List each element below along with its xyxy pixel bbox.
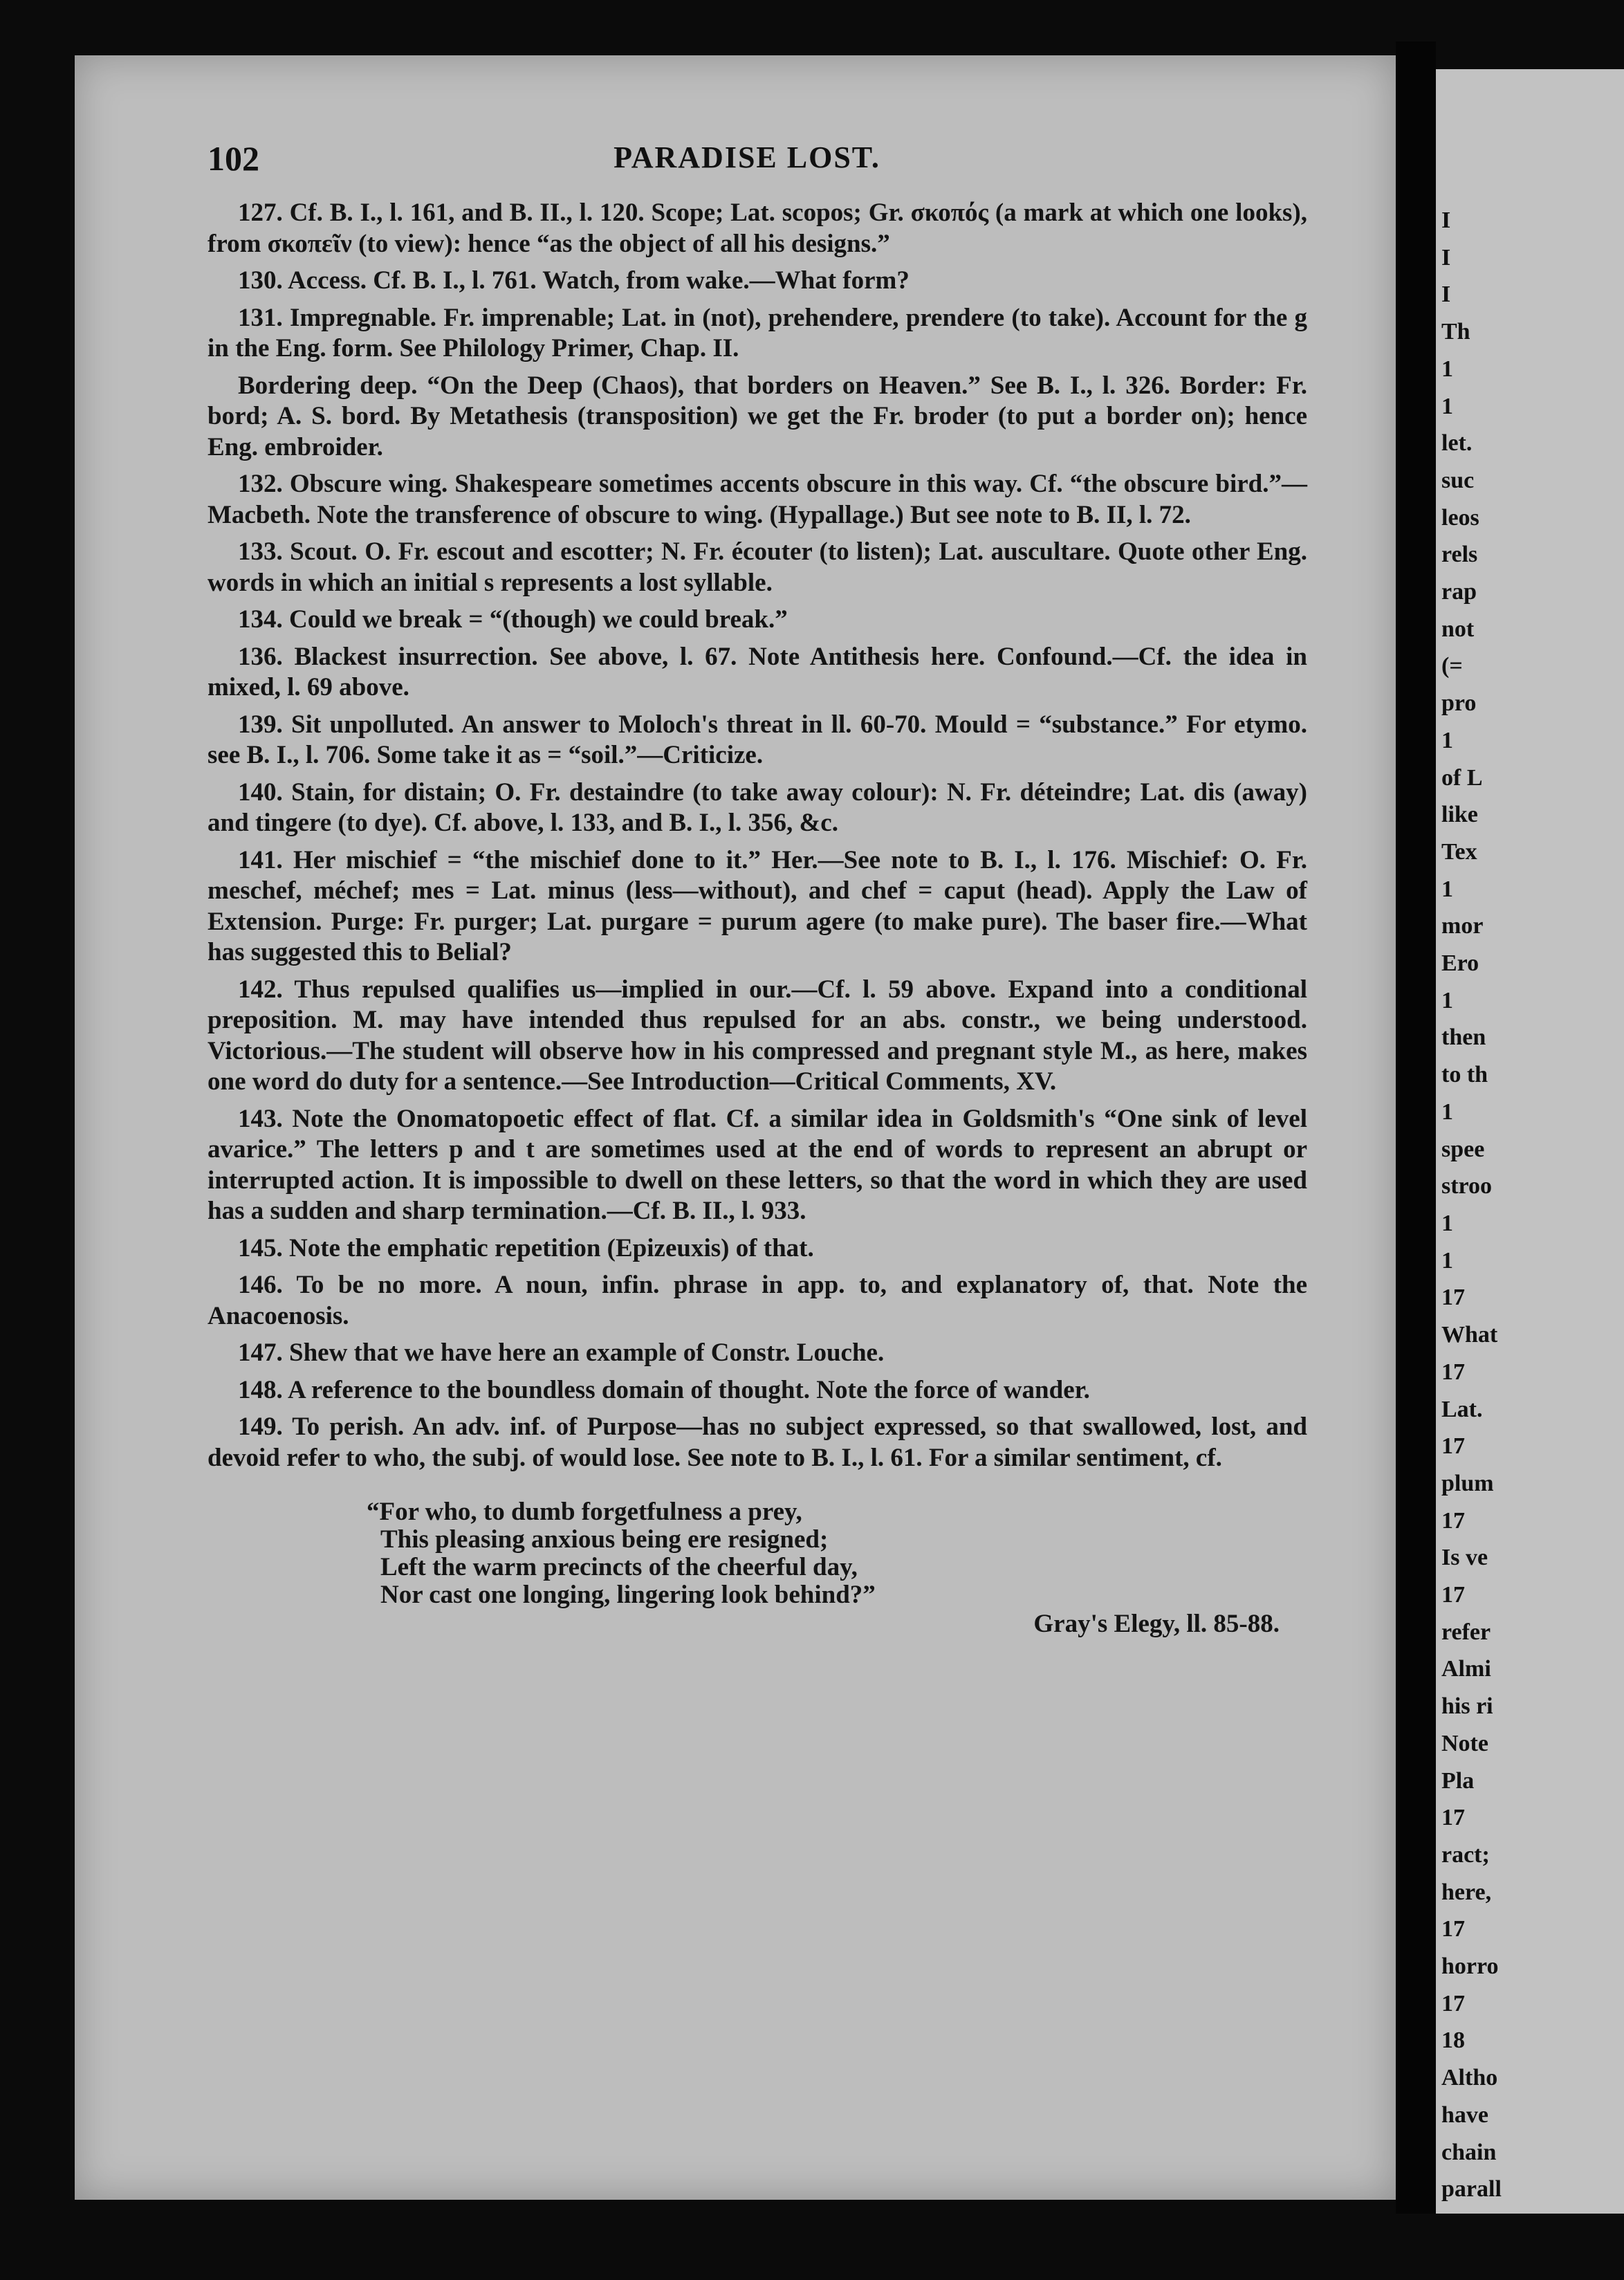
next-page-fragment: 1 [1441, 1247, 1453, 1274]
book-gutter [1396, 42, 1436, 2214]
next-page-fragment: then [1441, 1024, 1486, 1051]
next-page-fragment: refer [1441, 1619, 1491, 1645]
next-page-fragment: spee [1441, 1136, 1485, 1162]
next-page-fragment: horro [1441, 1953, 1499, 1980]
page-header [207, 138, 1286, 180]
next-page-fragment: stroo [1441, 1173, 1493, 1199]
next-page-fragment: 17 [1441, 1990, 1465, 2016]
next-page-fragment: pro [1441, 690, 1477, 717]
next-page-fragment: 17 [1441, 1916, 1465, 1942]
note-143: 143. Note the Onomatopoetic effect of flat. Cf. a similar idea in Goldsmith's “One sink of level avarice.” The letters p and t are sometimes used at the end of words to represent an abrupt or interrupted action. It is impossible to dwell on these letters, so that the word in which they are used has a sudden and sharp termination.—Cf. B. II., l. 933. [207, 1104, 1307, 1225]
next-page-fragment: I [1441, 282, 1451, 308]
next-page-fragment: 1 [1441, 727, 1453, 753]
next-page-fragment: Tex [1441, 838, 1477, 865]
next-page-fragment: suc [1441, 467, 1475, 493]
next-page-fragment: ract; [1441, 1841, 1490, 1868]
next-page-fragment: not [1441, 616, 1475, 642]
next-page-fragment: parall [1441, 2176, 1502, 2203]
next-page-fragment: let. [1441, 430, 1473, 457]
note-136: 136. Blackest insurrection. See above, l. 67. Note Antithesis here. Confound.—Cf. the idea in mixed, l. 69 above. [207, 642, 1307, 701]
next-page-fragment: rels [1441, 542, 1478, 568]
next-page-fragment: plum [1441, 1470, 1494, 1496]
note-147: 147. Shew that we have here an example of Constr. Louche. [238, 1339, 885, 1367]
note-139: 139. Sit unpolluted. An answer to Moloch's threat in ll. 60-70. Mould = “substance.” For etymo. see B. I., l. 706. Some take it as = “soil.”—Criticize. [207, 710, 1307, 769]
running-title: PARADISE LOST. [613, 140, 880, 174]
note-149: 149. To perish. An adv. inf. of Purpose—has no subject expressed, so that swallowed, lost, and devoid refer to who, the subj. of would lose. See note to B. I., l. 61. For a similar sentiment, cf. [207, 1413, 1307, 1472]
note-130: 130. Access. Cf. B. I., l. 761. Watch, from wake.—What form? [238, 266, 910, 295]
next-page-fragment: 17 [1441, 1507, 1465, 1534]
next-page-fragment: Almi [1441, 1656, 1491, 1682]
next-page-fragment: Note [1441, 1730, 1488, 1756]
next-page-fragment: rap [1441, 579, 1477, 605]
quote-line: Nor cast one longing, lingering look behind?” [380, 1581, 876, 1609]
page-number: 102 [207, 139, 259, 178]
note-132: 132. Obscure wing. Shakespeare sometimes accents obscure in this way. Cf. “the obscure bird.”—Macbeth. Note the transference of obscure to wing. (Hypallage.) But see note to B. II, l. 72. [207, 470, 1307, 529]
next-page-fragment: 1 [1441, 1211, 1453, 1236]
notes-body [207, 198, 1307, 1638]
next-page-fragment: to th [1441, 1062, 1488, 1088]
next-page-fragment: 1 [1441, 987, 1453, 1013]
next-page-fragment: his ri [1441, 1693, 1493, 1720]
quote-line: “For who, to dumb forgetfulness a prey, [367, 1498, 802, 1526]
note-133: 133. Scout. O. Fr. escout and escotter; N. Fr. écouter (to listen); Lat. auscultare. Quote other Eng. words in which an initial s represents a lost syllable. [207, 537, 1307, 597]
next-page-fragment: 17 [1441, 1433, 1465, 1460]
next-page-fragment: have [1441, 2102, 1488, 2128]
next-page-fragment: I [1441, 244, 1451, 270]
note-141: 141. Her mischief = “the mischief done to it.” Her.—See note to B. I., l. 176. Mischief: O. Fr. meschef, méchef; mes = Lat. minus (less—without), and chef = caput (head). Apply the Law of Extension. Purge: Fr. purger; Lat. purgare = purum agere (to make pure). The baser fire.—What has suggested this to Belial? [207, 845, 1307, 966]
next-page-fragment: 17 [1441, 1582, 1465, 1608]
note-131: 131. Impregnable. Fr. imprenable; Lat. in (not), prehendere, prendere (to take). Account for the g in the Eng. form. See Philology Primer, Chap. II. [207, 303, 1307, 362]
next-page-fragment: Lat. [1441, 1396, 1483, 1422]
quote-line: This pleasing anxious being ere resigned; [380, 1525, 829, 1554]
next-page-fragment: Th [1441, 319, 1470, 345]
quote-attribution: Gray's Elegy, ll. 85-88. [1033, 1610, 1280, 1638]
next-page-edge [1436, 69, 1624, 2214]
next-page-fragment: 1 [1441, 356, 1453, 382]
next-page-fragment: 17 [1441, 1285, 1465, 1311]
next-page-fragment: like [1441, 802, 1478, 828]
next-page-fragment: 18 [1441, 2028, 1465, 2054]
next-page-fragment: leos [1441, 504, 1479, 531]
note-148: 148. A reference to the boundless domain of thought. Note the force of wander. [238, 1375, 1090, 1404]
next-page-fragment: of L [1441, 764, 1483, 791]
next-page-fragment: (= [1441, 653, 1463, 679]
note-140: 140. Stain, for distain; O. Fr. destaindre (to take away colour): N. Fr. déteindre; Lat. dis (away) and tingere (to dye). Cf. above, l. 133, and B. I., l. 356, &c. [207, 778, 1307, 837]
note-142: 142. Thus repulsed qualifies us—implied in our.—Cf. l. 59 above. Expand into a conditional preposition. M. may have intended thus repulsed for an abs. constr., we being understood. Victorious.—The student will observe how in his compressed and pregnant style M., as here, makes one word do duty for a sentence.—See Introduction—Critical Comments, XV. [207, 975, 1307, 1096]
next-page-fragment: Pla [1441, 1767, 1475, 1794]
next-page-fragment: Ero [1441, 950, 1479, 977]
next-page-fragment: I [1441, 208, 1451, 233]
note-146: 146. To be no more. A noun, infin. phrase in app. to, and explanatory of, that. Note the Anacoenosis. [207, 1271, 1307, 1330]
next-page-fragment: 1 [1441, 876, 1453, 902]
next-page-fragment: What [1441, 1322, 1498, 1348]
next-page-fragment: Is ve [1441, 1545, 1488, 1571]
next-page-fragment: mor [1441, 913, 1484, 939]
note-134: 134. Could we break = “(though) we could break.” [238, 605, 788, 634]
next-page-fragment: 1 [1441, 1098, 1453, 1125]
next-page-fragment: here, [1441, 1879, 1492, 1905]
next-page-fragment: chain [1441, 2139, 1497, 2165]
next-page-fragment: 17 [1441, 1359, 1465, 1385]
note-131-bordering: Bordering deep. “On the Deep (Chaos), that borders on Heaven.” See B. I., l. 326. Border: Fr. bord; A. S. bord. By Metathesis (transposition) we get the Fr. broder (to put a border on); hence Eng. embroider. [207, 371, 1307, 461]
block-quote [367, 1498, 1307, 1638]
note-127: 127. Cf. B. I., l. 161, and B. II., l. 120. Scope; Lat. scopos; Gr. σκοπός (a mark at which one looks), from σκοπεῖν (to view): hence “as the object of all his designs.” [207, 199, 1307, 258]
next-page-fragment: 1 [1441, 393, 1453, 419]
note-145: 145. Note the emphatic repetition (Epizeuxis) of that. [238, 1233, 814, 1262]
next-page-fragment: 17 [1441, 1805, 1465, 1831]
quote-line: Left the warm precincts of the cheerful day, [380, 1553, 858, 1581]
next-page-fragment: Altho [1441, 2065, 1498, 2091]
